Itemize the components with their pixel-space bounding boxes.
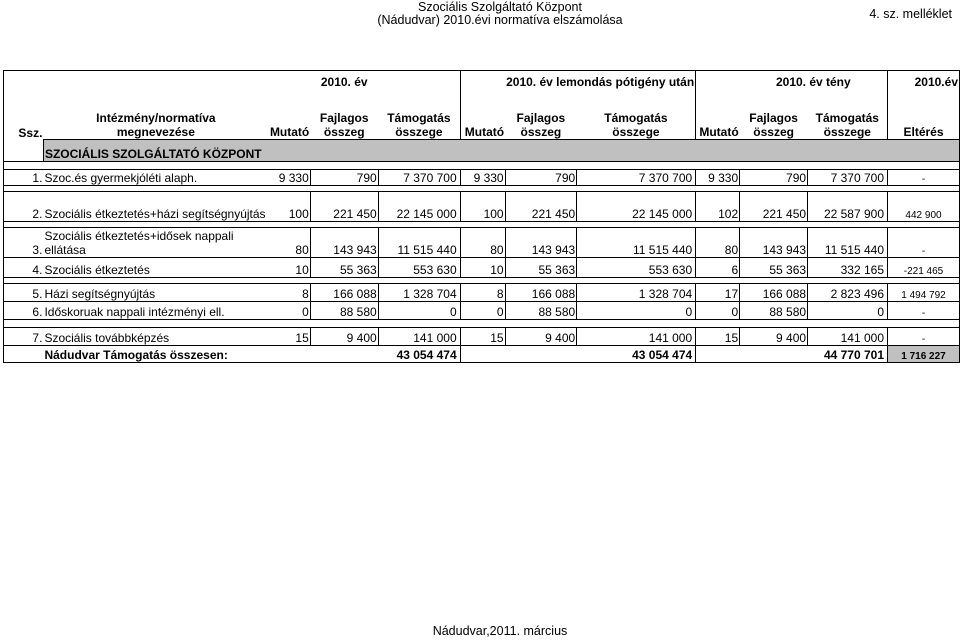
row-tamogatas-3: 11 515 440 <box>808 228 888 258</box>
table-row <box>4 328 960 346</box>
row-tamogatas-3: 0 <box>808 302 888 320</box>
row-fajlagos-3: 221 450 <box>740 192 808 222</box>
row-ssz: 5. <box>4 284 44 302</box>
row-tamogatas-1: 141 000 <box>378 328 460 346</box>
row-tamogatas-3: 22 587 900 <box>808 192 888 222</box>
col-elteres: Eltérés <box>888 89 960 140</box>
row-fajlagos-2: 88 580 <box>505 302 577 320</box>
row-fajlagos-1: 55 363 <box>310 258 378 278</box>
total-tamogatas-2: 43 054 474 <box>577 346 696 363</box>
row-mutato-1: 15 <box>268 328 310 346</box>
row-fajlagos-1: 9 400 <box>310 328 378 346</box>
row-ssz: 7. <box>4 328 44 346</box>
footer-place-date: Nádudvar,2011. március <box>432 624 568 638</box>
group-2010: 2010. év <box>310 71 378 89</box>
row-mutato-1: 80 <box>268 228 310 258</box>
row-fajlagos-3: 55 363 <box>740 258 808 278</box>
row-name: Időskoruak nappali intézményi ell. <box>43 302 268 320</box>
col-ssz: Ssz. <box>4 89 44 140</box>
section-row <box>4 140 960 162</box>
col-mutato-1: Mutató <box>269 125 310 139</box>
row-name: Szociális étkeztetés <box>43 258 268 278</box>
group-header-row <box>4 71 960 89</box>
col-fajlagos-2b: összeg <box>520 125 562 139</box>
row-fajlagos-1: 88 580 <box>310 302 378 320</box>
row-tamogatas-1: 22 145 000 <box>378 192 460 222</box>
col-tamogatas-3b: összege <box>823 125 871 139</box>
row-ssz: 2. <box>4 192 44 222</box>
row-elteres: - <box>888 328 960 346</box>
row-mutato-3: 9 330 <box>696 170 740 186</box>
row-mutato-2: 0 <box>460 302 505 320</box>
row-fajlagos-2: 221 450 <box>505 192 577 222</box>
row-fajlagos-2: 790 <box>505 170 577 186</box>
row-tamogatas-3: 2 823 496 <box>808 284 888 302</box>
row-tamogatas-2: 7 370 700 <box>577 170 696 186</box>
row-mutato-2: 10 <box>460 258 505 278</box>
row-fajlagos-3: 790 <box>740 170 808 186</box>
row-mutato-1: 9 330 <box>268 170 310 186</box>
row-fajlagos-3: 88 580 <box>740 302 808 320</box>
row-mutato-1: 0 <box>268 302 310 320</box>
row-ssz: 6. <box>4 302 44 320</box>
row-fajlagos-1: 790 <box>310 170 378 186</box>
table-row <box>4 302 960 320</box>
group-2010-ev: 2010.év <box>888 71 960 89</box>
row-name: Szociális étkeztetés+idősek nappali ellátása <box>43 228 268 258</box>
row-fajlagos-2: 166 088 <box>505 284 577 302</box>
row-ssz: 4. <box>4 258 44 278</box>
row-fajlagos-3: 9 400 <box>740 328 808 346</box>
row-elteres: - <box>888 302 960 320</box>
row-mutato-1: 8 <box>268 284 310 302</box>
row-name: Szoc.és gyermekjóléti alaph. <box>43 170 268 186</box>
total-row <box>4 346 960 363</box>
row-mutato-3: 6 <box>696 258 740 278</box>
total-elteres: 1 716 227 <box>888 346 960 363</box>
row-mutato-3: 80 <box>696 228 740 258</box>
row-ssz: 3. <box>4 228 44 258</box>
row-tamogatas-2: 1 328 704 <box>577 284 696 302</box>
report-title-line2: (Nádudvar) 2010.évi normatíva elszámolása <box>377 13 623 27</box>
column-header-row <box>4 89 960 140</box>
row-mutato-3: 102 <box>696 192 740 222</box>
col-fajlagos-1b: összeg <box>323 125 365 139</box>
table-row <box>4 192 960 222</box>
col-tamogatas-1a: Támogatás <box>387 111 451 125</box>
row-mutato-2: 9 330 <box>460 170 505 186</box>
table-row <box>4 284 960 302</box>
row-name: Házi segítségnyújtás <box>43 284 268 302</box>
col-tamogatas-2b: összege <box>612 125 660 139</box>
col-fajlagos-3b: összeg <box>753 125 794 139</box>
table-row <box>4 228 960 258</box>
row-fajlagos-3: 143 943 <box>740 228 808 258</box>
report-title-line1: Szociális Szolgáltató Központ <box>418 0 582 14</box>
row-tamogatas-2: 0 <box>577 302 696 320</box>
col-name-line1: Intézmény/normatíva <box>96 111 216 125</box>
row-tamogatas-2: 141 000 <box>577 328 696 346</box>
row-tamogatas-3: 332 165 <box>808 258 888 278</box>
total-tamogatas-1: 43 054 474 <box>378 346 460 363</box>
row-tamogatas-2: 553 630 <box>577 258 696 278</box>
row-mutato-2: 15 <box>460 328 505 346</box>
row-mutato-3: 0 <box>696 302 740 320</box>
col-tamogatas-3a: Támogatás <box>815 111 879 125</box>
total-tamogatas-3: 44 770 701 <box>808 346 888 363</box>
col-fajlagos-1a: Fajlagos <box>319 111 369 125</box>
row-fajlagos-1: 143 943 <box>310 228 378 258</box>
row-tamogatas-1: 553 630 <box>378 258 460 278</box>
col-fajlagos-3a: Fajlagos <box>749 111 798 125</box>
col-fajlagos-2a: Fajlagos <box>516 111 566 125</box>
row-tamogatas-1: 7 370 700 <box>378 170 460 186</box>
normative-table <box>3 70 960 363</box>
row-mutato-3: 17 <box>696 284 740 302</box>
row-ssz: 1. <box>4 170 44 186</box>
row-tamogatas-3: 7 370 700 <box>808 170 888 186</box>
row-fajlagos-1: 221 450 <box>310 192 378 222</box>
col-mutato-2: Mutató <box>464 125 505 139</box>
table-row <box>4 258 960 278</box>
col-mutato-3: Mutató <box>696 89 740 140</box>
row-tamogatas-1: 11 515 440 <box>378 228 460 258</box>
group-2010-teny: 2010. év tény <box>740 71 888 89</box>
annex-label: 4. sz. melléklet <box>869 7 952 21</box>
total-label: Nádudvar Támogatás összesen: <box>43 346 268 363</box>
row-tamogatas-3: 141 000 <box>808 328 888 346</box>
row-elteres: 442 900 <box>888 192 960 222</box>
row-fajlagos-3: 166 088 <box>740 284 808 302</box>
row-fajlagos-2: 55 363 <box>505 258 577 278</box>
row-tamogatas-2: 22 145 000 <box>577 192 696 222</box>
row-mutato-2: 80 <box>460 228 505 258</box>
row-elteres: - <box>888 170 960 186</box>
row-elteres: 1 494 792 <box>888 284 960 302</box>
row-name: Szociális továbbképzés <box>43 328 268 346</box>
section-title: SZOCIÁLIS SZOLGÁLTATÓ KÖZPONT <box>43 140 887 162</box>
row-tamogatas-1: 1 328 704 <box>378 284 460 302</box>
row-elteres: -221 465 <box>888 258 960 278</box>
row-mutato-1: 10 <box>268 258 310 278</box>
row-mutato-1: 100 <box>268 192 310 222</box>
row-tamogatas-1: 0 <box>378 302 460 320</box>
col-tamogatas-2a: Támogatás <box>604 111 668 125</box>
col-name-line2: megnevezése <box>116 125 195 139</box>
group-2010-lemondas: 2010. év lemondás pótigény után <box>505 71 696 89</box>
row-fajlagos-1: 166 088 <box>310 284 378 302</box>
row-tamogatas-2: 11 515 440 <box>577 228 696 258</box>
row-mutato-2: 8 <box>460 284 505 302</box>
row-mutato-3: 15 <box>696 328 740 346</box>
row-fajlagos-2: 143 943 <box>505 228 577 258</box>
row-elteres: - <box>888 228 960 258</box>
row-mutato-2: 100 <box>460 192 505 222</box>
table-row <box>4 170 960 186</box>
col-tamogatas-1b: összege <box>395 125 443 139</box>
row-fajlagos-2: 9 400 <box>505 328 577 346</box>
row-name: Szociális étkeztetés+házi segítségnyújtás <box>43 192 268 222</box>
